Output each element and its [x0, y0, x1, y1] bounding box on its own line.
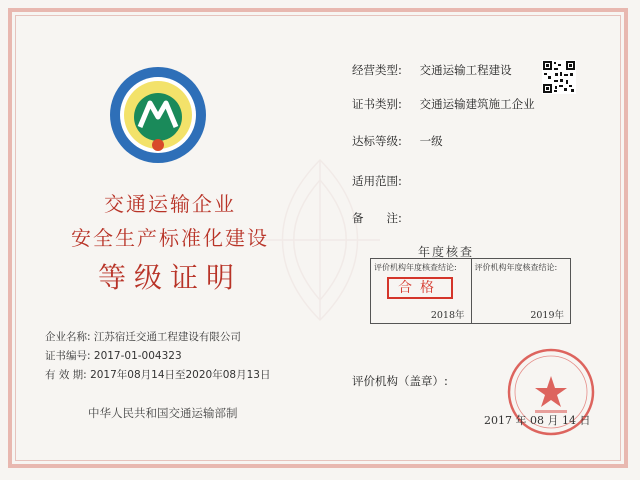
- field-label: 备 注:: [352, 211, 402, 225]
- pass-stamp: 合格: [387, 277, 453, 299]
- enterprise-name: 江苏宿迁交通工程建设有限公司: [93, 331, 241, 343]
- validity-label: 有 效 期:: [45, 369, 87, 381]
- cert-no-label: 证书编号:: [45, 350, 91, 362]
- safety-standard-logo: [108, 65, 208, 165]
- annual-cell-2018: [371, 259, 471, 323]
- field-business-type: [352, 62, 512, 78]
- qr-code-icon[interactable]: [542, 60, 576, 94]
- validity-row: [45, 367, 270, 382]
- cell-year: 2018年: [430, 310, 465, 321]
- validity: 2017年08月14日至2020年08月13日: [90, 369, 271, 381]
- field-label: 证书类别:: [352, 97, 402, 111]
- field-cert-category: [352, 96, 535, 112]
- field-value: 交通运输工程建设: [419, 63, 512, 77]
- issue-date: 2017 年 08 月 14 日: [484, 414, 591, 427]
- field-scope: [352, 173, 420, 189]
- evaluator-label: 评价机构（盖章）:: [352, 374, 448, 388]
- annual-review-table: [370, 258, 571, 324]
- cell-year: 2019年: [530, 310, 564, 321]
- cert-title-line1: 交通运输企业: [104, 192, 236, 216]
- cell-header: 评价机构年度核查结论:: [474, 263, 558, 272]
- cert-no: 2017-01-004323: [93, 350, 182, 362]
- enterprise-name-row: [45, 329, 241, 344]
- annual-cell-2019: [471, 259, 571, 323]
- issuing-ministry: 中华人民共和国交通运输部制: [88, 406, 238, 420]
- field-remarks: [352, 210, 420, 226]
- field-label: 经营类型:: [352, 63, 402, 77]
- field-value: 一级: [419, 134, 443, 148]
- cell-header: 评价机构年度核查结论:: [374, 263, 457, 272]
- field-value: 交通运输建筑施工企业: [419, 97, 535, 111]
- annual-review-title: 年度核查: [418, 245, 475, 259]
- cert-title-line2: 安全生产标准化建设: [71, 226, 269, 250]
- field-label: 适用范围:: [352, 174, 402, 188]
- enterprise-name-label: 企业名称:: [45, 331, 91, 343]
- field-grade: [352, 133, 443, 149]
- field-label: 达标等级:: [352, 134, 402, 148]
- cert-no-row: [45, 348, 182, 363]
- cert-title-line3: 等级证明: [97, 261, 242, 294]
